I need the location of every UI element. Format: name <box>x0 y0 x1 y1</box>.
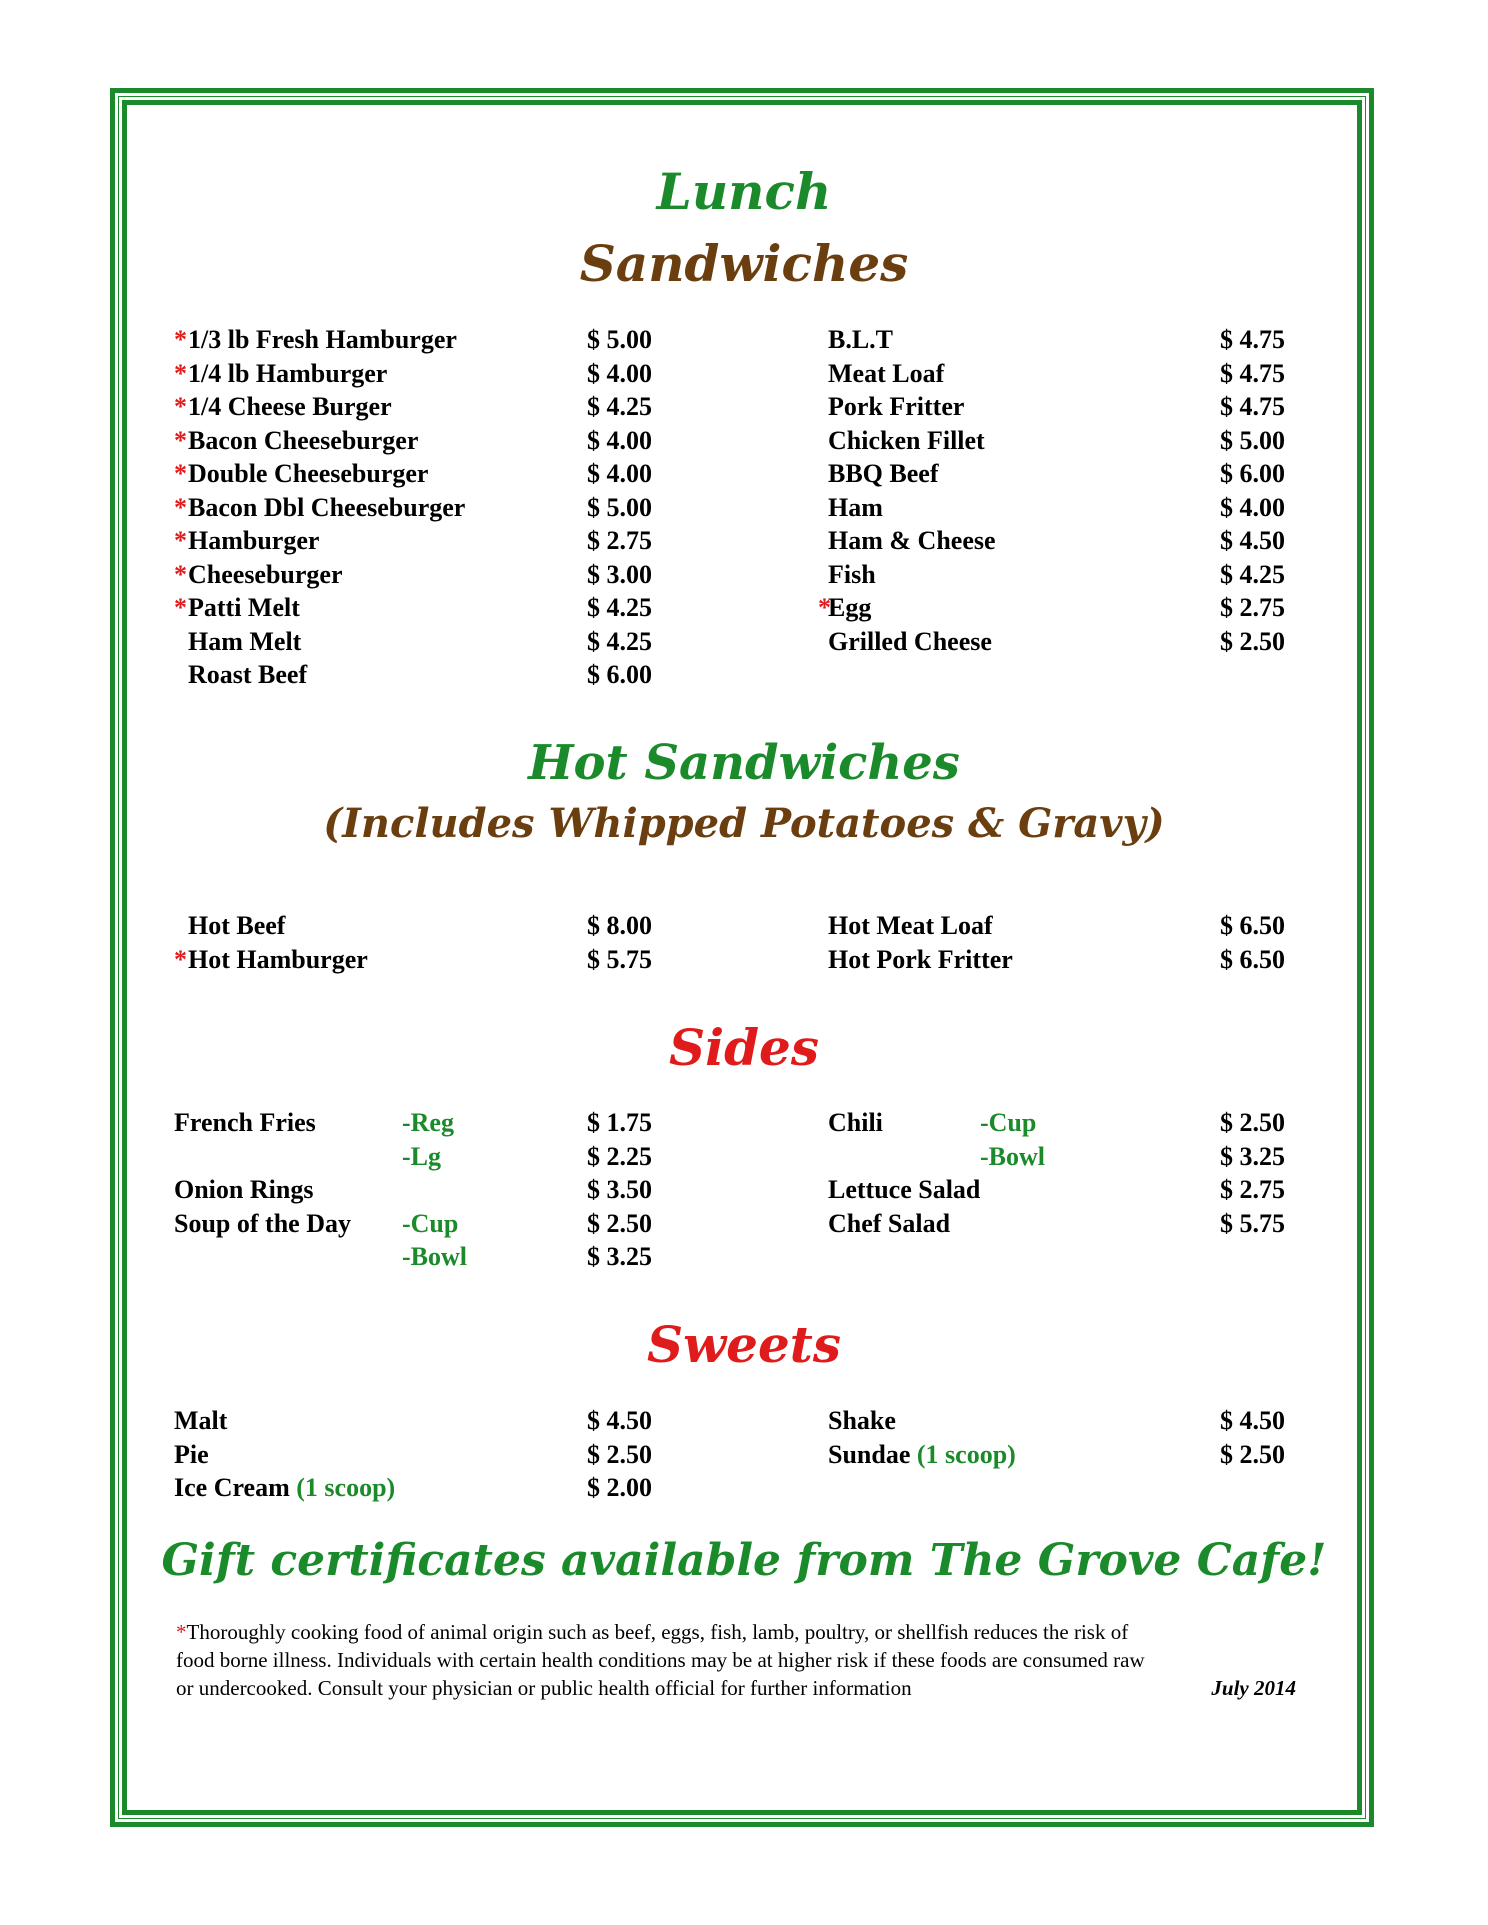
menu-item-name: Onion Rings <box>174 1175 314 1204</box>
menu-item-price: $ 5.00 <box>1220 425 1285 455</box>
menu-item-name: Cheeseburger <box>188 559 343 589</box>
lunch-title: Lunch <box>656 162 832 221</box>
menu-item-price: $ 4.50 <box>1220 1406 1285 1435</box>
menu-item-price: $ 8.00 <box>587 911 652 940</box>
menu-date: July 2014 <box>1211 1676 1296 1700</box>
hot-sandwiches-subtitle: (Includes Whipped Potatoes & Gravy) <box>323 800 1165 847</box>
menu-item-size: -Cup <box>980 1108 1037 1137</box>
menu-item-price: $ 6.00 <box>1220 459 1285 488</box>
sweets-title: Sweets <box>646 1315 842 1374</box>
menu-item-price: $ 2.50 <box>1220 626 1285 656</box>
menu-item-name: 1/4 Cheese Burger <box>188 392 392 421</box>
footnote-line-2: food borne illness. Individuals with certain health conditions may be at higher risk if these foods are consumed raw <box>176 1648 1145 1672</box>
menu-item-price: $ 4.25 <box>587 392 652 421</box>
menu-item-name: Roast Beef <box>188 660 308 689</box>
item-asterisk: * <box>174 392 187 421</box>
menu-item-name: Bacon Cheeseburger <box>188 425 419 455</box>
menu-item-price: $ 4.75 <box>1220 325 1285 354</box>
menu-item-price: $ 2.25 <box>587 1141 652 1171</box>
menu-item-price: $ 3.50 <box>587 1175 652 1204</box>
menu-item-name: 1/3 lb Fresh Hamburger <box>188 325 457 354</box>
menu-item-name: Ham Melt <box>188 626 302 656</box>
sandwiches-title: Sandwiches <box>579 234 909 293</box>
item-asterisk: * <box>174 559 187 589</box>
gift-certificates-banner: Gift certificates available from The Grove Cafe! <box>161 1535 1327 1586</box>
menu-item-price: $ 5.75 <box>587 944 652 974</box>
item-portion-note: (1 scoop) <box>916 1439 1016 1469</box>
menu-item-name: Hot Meat Loaf <box>828 911 993 940</box>
footnote-line-1 <box>176 1618 1316 1646</box>
food-safety-footnote <box>176 1618 1316 1702</box>
item-name-text: Sundae <box>828 1439 911 1469</box>
menu-item-name <box>174 1440 209 1470</box>
footnote-text-1: Thoroughly cooking food of animal origin such as beef, eggs, fish, lamb, poultry, or shellfish reduces the risk of <box>186 1620 1129 1644</box>
menu-item-price: $ 4.25 <box>587 626 652 656</box>
menu-item-price: $ 4.75 <box>1220 358 1285 388</box>
menu-item-price: $ 4.00 <box>1220 492 1285 522</box>
menu-item-price: $ 5.75 <box>1220 1208 1285 1238</box>
menu-item-price: $ 4.75 <box>1220 392 1285 421</box>
item-asterisk: * <box>174 492 187 522</box>
menu-item-price: $ 4.00 <box>587 459 652 488</box>
item-name-text: Pie <box>174 1439 209 1469</box>
menu-item-name: Grilled Cheese <box>828 626 992 656</box>
item-asterisk: * <box>174 593 187 622</box>
menu-item-price: $ 2.50 <box>1220 1108 1285 1137</box>
menu-item-price: $ 2.50 <box>587 1439 652 1469</box>
menu-item-name: Chicken Fillet <box>828 425 985 455</box>
menu-item-price: $ 2.50 <box>1220 1439 1285 1469</box>
menu-item-price: $ 4.50 <box>587 1406 652 1435</box>
menu-item-price: $ 3.00 <box>587 559 652 589</box>
menu-item-size: -Lg <box>402 1141 441 1171</box>
menu-item-name: Hot Beef <box>188 911 286 940</box>
menu-item-price: $ 4.50 <box>1220 526 1285 555</box>
item-asterisk: * <box>174 358 187 388</box>
footnote-text-3: or undercooked. Consult your physician or public health official for further information <box>176 1676 912 1700</box>
menu-item-price: $ 2.75 <box>1220 593 1285 622</box>
sides-title: Sides <box>668 1018 820 1077</box>
menu-item-price: $ 6.50 <box>1220 944 1285 974</box>
item-portion-note: (1 scoop) <box>296 1473 396 1502</box>
menu-item-name: Lettuce Salad <box>828 1175 981 1204</box>
menu-item-name: Hot Hamburger <box>188 944 368 974</box>
item-asterisk: * <box>818 593 831 622</box>
menu-item-price: $ 4.25 <box>587 593 652 622</box>
menu-item-price: $ 4.00 <box>587 425 652 455</box>
menu-item-price: $ 4.25 <box>1220 559 1285 589</box>
item-asterisk: * <box>174 459 187 488</box>
menu-item-price: $ 3.25 <box>1220 1141 1285 1171</box>
menu-item-name: Fish <box>828 559 876 589</box>
footnote-asterisk: * <box>176 1620 187 1644</box>
item-name-text: Ice Cream <box>174 1473 290 1502</box>
menu-item-size: -Reg <box>402 1108 454 1137</box>
menu-item-price: $ 2.00 <box>587 1473 652 1502</box>
menu-item-name <box>828 1406 896 1436</box>
menu-item-price: $ 5.00 <box>587 492 652 522</box>
menu-item-name <box>174 1473 395 1503</box>
item-name-text: Shake <box>828 1406 896 1435</box>
menu-item-price: $ 2.50 <box>587 1208 652 1238</box>
menu-item-name: B.L.T <box>828 325 894 354</box>
item-name-text: Malt <box>174 1406 228 1435</box>
item-asterisk: * <box>174 944 187 974</box>
menu-item-price: $ 6.00 <box>587 660 652 689</box>
menu-item-price: $ 2.75 <box>1220 1175 1285 1204</box>
menu-item-price: $ 4.00 <box>587 358 652 388</box>
menu-item-name <box>174 1406 227 1436</box>
menu-item-size: -Cup <box>402 1208 459 1238</box>
menu-item-name: Chili <box>828 1108 883 1137</box>
menu-item-size: -Bowl <box>402 1242 467 1271</box>
menu-item-name: Hamburger <box>188 526 320 555</box>
menu-item-name: Chef Salad <box>828 1208 951 1238</box>
menu-item-size: -Bowl <box>980 1141 1045 1171</box>
item-asterisk: * <box>174 425 187 455</box>
item-asterisk: * <box>174 325 187 354</box>
menu-item-name: Ham & Cheese <box>828 526 996 555</box>
menu-item-name: Soup of the Day <box>174 1208 351 1238</box>
menu-item-name: BBQ Beef <box>828 459 939 488</box>
menu-item-price: $ 5.00 <box>587 325 652 354</box>
menu-item-price: $ 6.50 <box>1220 911 1285 940</box>
menu-item-name: French Fries <box>174 1108 316 1137</box>
menu-item-name: Double Cheeseburger <box>188 459 429 488</box>
menu-item-price: $ 2.75 <box>587 526 652 555</box>
menu-item-name: Bacon Dbl Cheeseburger <box>188 492 466 522</box>
menu-item-name: Patti Melt <box>188 593 300 622</box>
item-asterisk: * <box>174 526 187 555</box>
menu-item-name: Ham <box>828 492 883 522</box>
menu-item-name: Meat Loaf <box>828 358 945 388</box>
menu-item-name: Egg <box>828 593 872 622</box>
menu-item-name: Pork Fritter <box>828 392 965 421</box>
menu-item-name: 1/4 lb Hamburger <box>188 358 388 388</box>
hot-sandwiches-title: Hot Sandwiches <box>528 735 960 791</box>
menu-item-price: $ 3.25 <box>587 1242 652 1271</box>
menu-item-price: $ 1.75 <box>587 1108 652 1137</box>
menu-item-name: Hot Pork Fritter <box>828 944 1013 974</box>
menu-item-name <box>828 1440 1016 1470</box>
footnote-line-3 <box>176 1674 1316 1702</box>
